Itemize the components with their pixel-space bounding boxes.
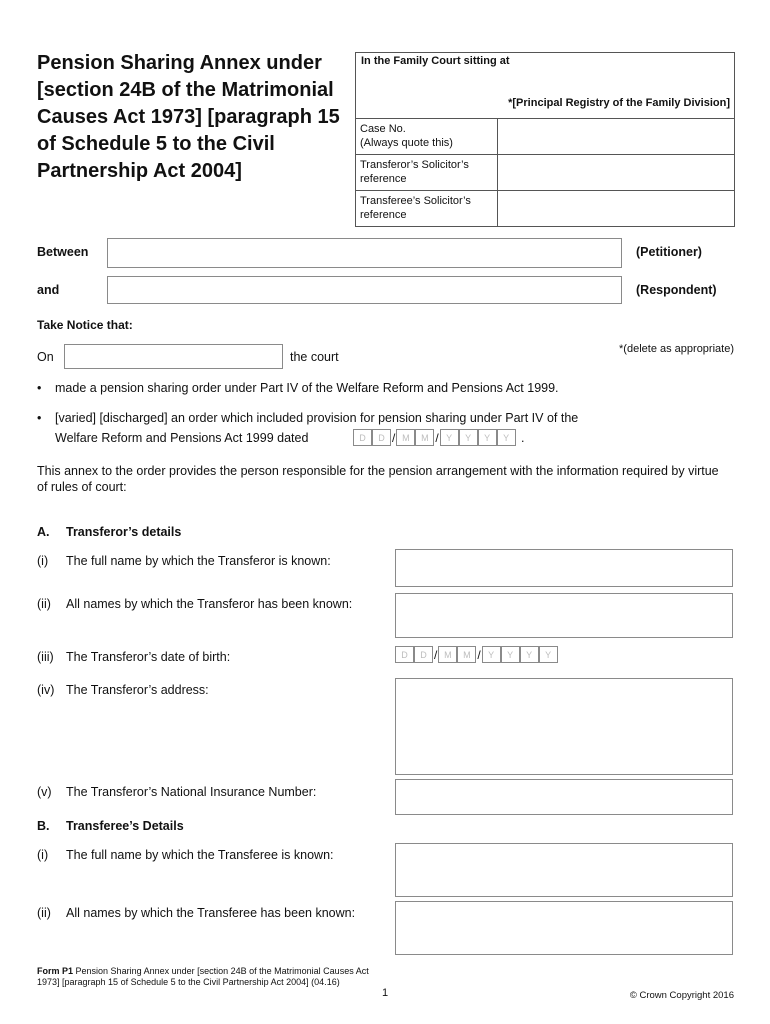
date-year-cell[interactable]: Y xyxy=(440,429,459,446)
date-year-cell[interactable]: Y xyxy=(539,646,558,663)
transferor-full-name-field[interactable] xyxy=(395,549,733,587)
date-month-cell[interactable]: M xyxy=(457,646,476,663)
a-item-2-text: All names by which the Transferor has been known: xyxy=(66,597,353,611)
court-details-box xyxy=(355,52,735,227)
date-separator: / xyxy=(434,647,438,662)
b-item-1-text: The full name by which the Transferee is known: xyxy=(66,848,334,862)
section-a-letter: A. xyxy=(37,525,50,539)
transferor-all-names-field[interactable] xyxy=(395,593,733,638)
between-label: Between xyxy=(37,245,89,259)
take-notice-heading: Take Notice that: xyxy=(37,318,133,332)
respondent-label: (Respondent) xyxy=(636,283,717,297)
transferor-solicitor-field[interactable] xyxy=(498,155,734,190)
transferor-solicitor-label-2: reference xyxy=(360,173,407,185)
court-sitting-label: In the Family Court sitting at xyxy=(361,55,510,67)
case-number-field[interactable] xyxy=(498,119,734,154)
case-number-label: Case No. xyxy=(360,123,406,135)
a-item-3-text: The Transferor’s date of birth: xyxy=(66,650,231,664)
date-year-cell[interactable]: Y xyxy=(482,646,501,663)
order-date-field[interactable] xyxy=(64,344,283,369)
section-b-letter: B. xyxy=(37,819,50,833)
transferor-address-field[interactable] xyxy=(395,678,733,775)
case-number-note: (Always quote this) xyxy=(360,137,453,149)
section-a-heading: Transferor’s details xyxy=(66,525,182,539)
date-day-cell[interactable]: D xyxy=(353,429,372,446)
a-item-1-num: (i) xyxy=(37,554,49,568)
a-item-4-text: The Transferor’s address: xyxy=(66,683,209,697)
a-item-2-num: (ii) xyxy=(37,597,51,611)
bullet-2-marker: • xyxy=(37,411,42,425)
copyright-text: © Crown Copyright 2016 xyxy=(629,990,734,1001)
transferor-solicitor-row xyxy=(356,155,734,191)
date-month-cell[interactable]: M xyxy=(415,429,434,446)
date-separator: / xyxy=(477,647,481,662)
date-year-cell[interactable]: Y xyxy=(459,429,478,446)
on-label: On xyxy=(37,350,54,364)
court-sitting-field[interactable] xyxy=(356,53,734,119)
transferee-solicitor-row xyxy=(356,191,734,227)
bullet-2-text-line-1: [varied] [discharged] an order which included provision for pension sharing under Part IV of the xyxy=(55,411,579,425)
date-separator: / xyxy=(435,430,439,445)
date-day-cell[interactable]: D xyxy=(395,646,414,663)
b-item-2-num: (ii) xyxy=(37,906,51,920)
sentence-period: . xyxy=(521,431,525,445)
bullet-2-text-line-2: Welfare Reform and Pensions Act 1999 dated xyxy=(55,431,309,445)
court-registry-name: *[Principal Registry of the Family Division] xyxy=(508,97,730,109)
b-item-2-text: All names by which the Transferee has been known: xyxy=(66,906,356,920)
date-year-cell[interactable]: Y xyxy=(478,429,497,446)
transferee-solicitor-label-2: reference xyxy=(360,209,407,221)
petitioner-field[interactable] xyxy=(107,238,622,268)
bullet-1-marker: • xyxy=(37,381,42,395)
date-year-cell[interactable]: Y xyxy=(497,429,516,446)
respondent-field[interactable] xyxy=(107,276,622,304)
a-item-3-num: (iii) xyxy=(37,650,54,664)
footer-form-id: Form P1 xyxy=(37,966,74,976)
date-day-cell[interactable]: D xyxy=(414,646,433,663)
delete-note: *(delete as appropriate) xyxy=(619,343,734,355)
a-item-5-num: (v) xyxy=(37,785,52,799)
date-year-cell[interactable]: Y xyxy=(520,646,539,663)
transferor-dob-field[interactable] xyxy=(395,646,558,663)
date-month-cell[interactable]: M xyxy=(438,646,457,663)
transferee-solicitor-field[interactable] xyxy=(498,191,734,227)
date-separator: / xyxy=(392,430,396,445)
and-label: and xyxy=(37,283,60,297)
form-title: Pension Sharing Annex under [section 24B of the Matrimonial Causes Act 1973] [paragraph 15 of Schedule 5 to the Civil Partnership Act 2004] xyxy=(37,52,340,182)
petitioner-label: (Petitioner) xyxy=(636,245,702,259)
a-item-1-text: The full name by which the Transferor is known: xyxy=(66,554,331,568)
the-court-label: the court xyxy=(290,350,339,364)
a-item-4-num: (iv) xyxy=(37,683,55,697)
transferee-solicitor-label: Transferee’s Solicitor’s xyxy=(360,195,471,207)
page-number: 1 xyxy=(382,987,389,999)
variation-date-field[interactable] xyxy=(353,429,516,446)
bullet-1-text: made a pension sharing order under Part IV of the Welfare Reform and Pensions Act 1999. xyxy=(55,381,559,395)
footer-form-info xyxy=(37,966,382,988)
date-month-cell[interactable]: M xyxy=(396,429,415,446)
footer-form-description: Pension Sharing Annex under [section 24B of the Matrimonial Causes Act 1973] [paragraph 15 of Schedule 5 to the Civil Partnership Act 2004] (04.16) xyxy=(37,966,369,987)
date-day-cell[interactable]: D xyxy=(372,429,391,446)
annex-intro-text: This annex to the order provides the person responsible for the pension arrangement with the information required by virtue of rules of court: xyxy=(37,464,719,494)
section-b-heading: Transferee’s Details xyxy=(66,819,184,833)
date-year-cell[interactable]: Y xyxy=(501,646,520,663)
transferee-full-name-field[interactable] xyxy=(395,843,733,897)
case-number-row xyxy=(356,119,734,155)
a-item-5-text: The Transferor’s National Insurance Number: xyxy=(66,785,317,799)
b-item-1-num: (i) xyxy=(37,848,49,862)
transferee-all-names-field[interactable] xyxy=(395,901,733,955)
transferor-solicitor-label: Transferor’s Solicitor’s xyxy=(360,159,469,171)
transferor-ni-number-field[interactable] xyxy=(395,779,733,815)
